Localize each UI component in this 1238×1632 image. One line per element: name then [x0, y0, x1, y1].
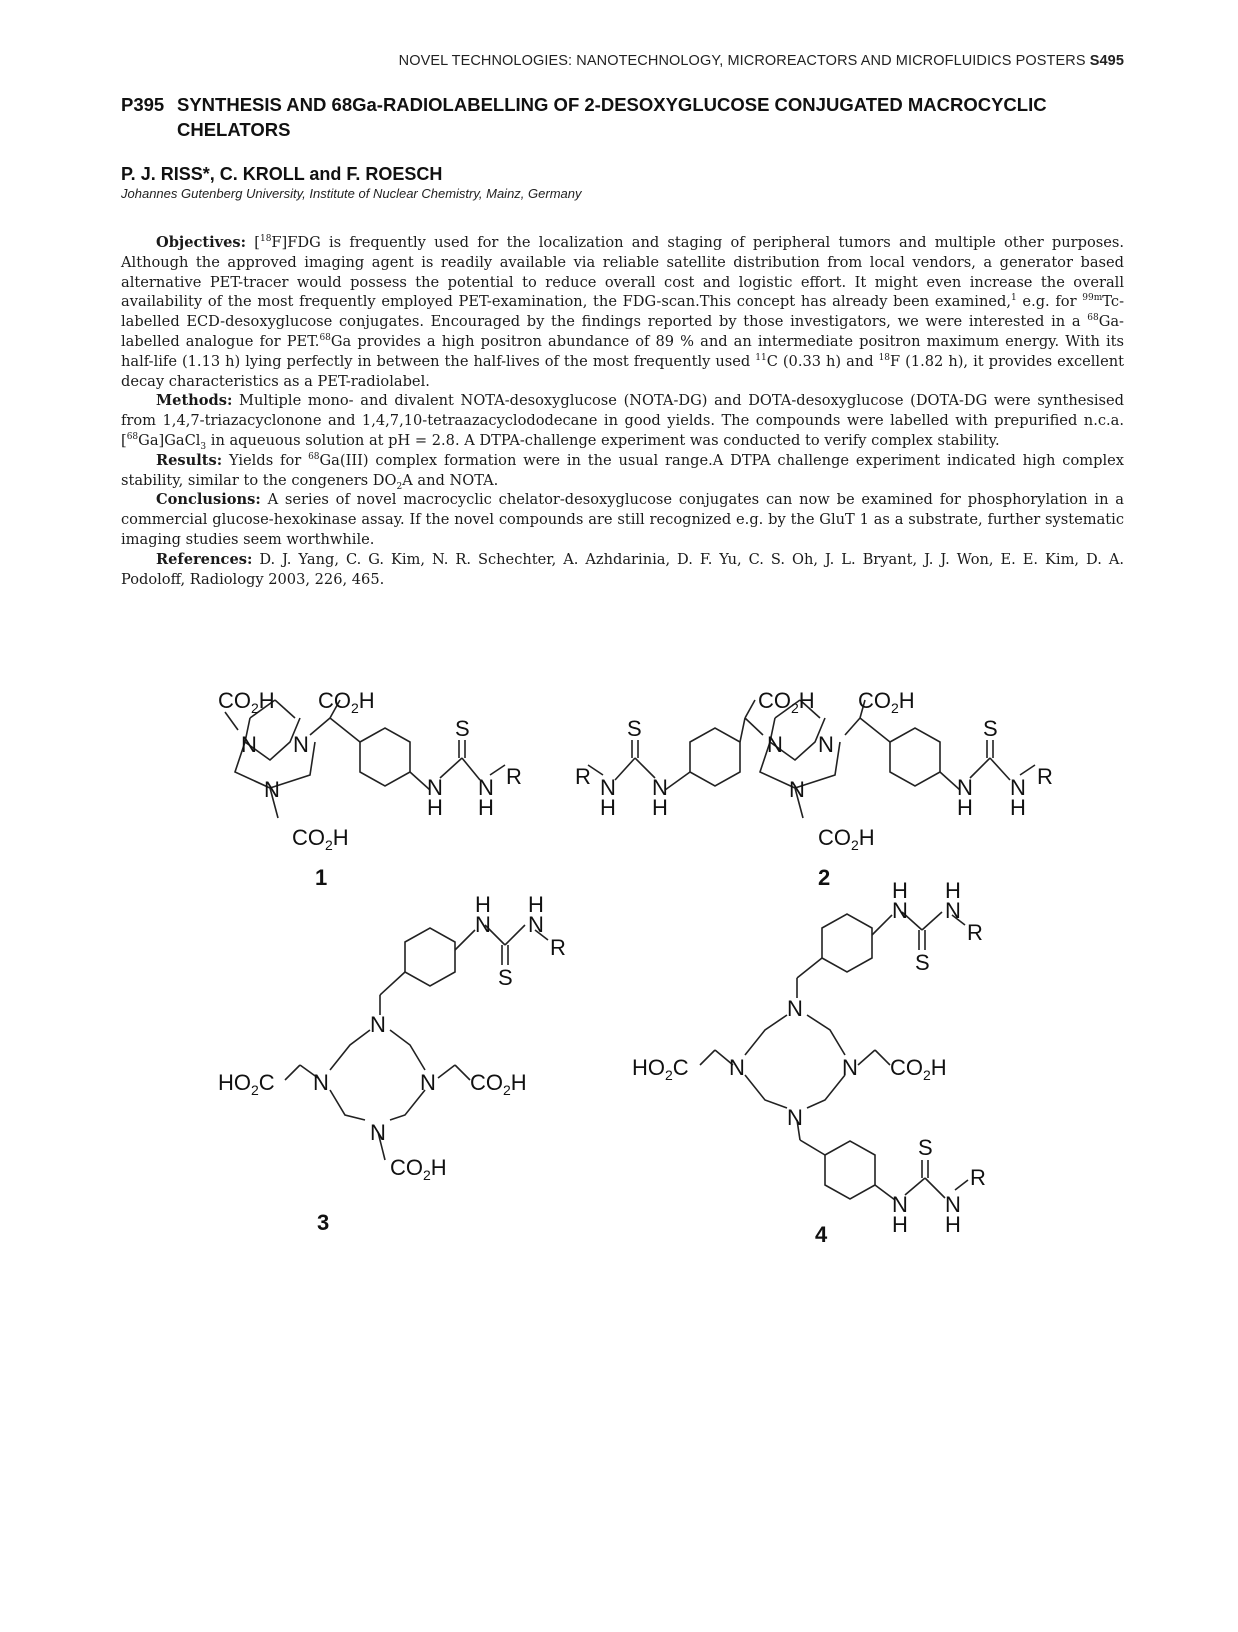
compound-1-n-label-b: N [293, 732, 309, 757]
methods-label: Methods: [156, 392, 233, 410]
compound-2-n-label-a: N [767, 732, 783, 757]
compound-4-n-label-a: N [787, 996, 803, 1021]
compound-3-structure [218, 892, 566, 1235]
compound-3-n-label-a: N [370, 1012, 386, 1037]
compound-3-n-label-b: N [313, 1070, 329, 1095]
compound-2-number: 2 [818, 865, 831, 890]
compound-4-h-label-d: H [945, 1212, 961, 1237]
compound-2-structure [575, 688, 1053, 890]
methods-text: Multiple mono- and divalent NOTA-desoxyglucose (NOTA-DG) and DOTA-desoxyglucose (DOTA-DG were synthesised from 1,4,7-triazacyclonone and 1,4,7,10-tetraazacyclododecane in good yields. The compounds were labelled with prepurified n.c.a. [$^{68}$Ga]GaCl$_3$ in aqueuous solution at pH = 2.8. A DTPA-challenge experiment was conducted to verify complex stability. [121, 392, 1124, 452]
objectives-text: [$^{18}$F]FDG is frequently used for the localization and staging of peripheral tumors and multiple other purposes. Although the approved imaging agent is readily available via reliable satellite distribution from local vendors, a generator based alternative PET-tracer would possess the potential to reduce overall cost and logistic effort. It might even increase the overall availability of the most frequently employed PET-examination, the FDG-scan.This concept has already been examined,$^1$ e.g. for $^{99m}$Tc-labelled ECD-desoxyglucose conjugates. Encouraged by the findings reported by those investigators, we were interested in a $^{68}$Ga-labelled analogue for PET.$^{68}$Ga provides a high positron abundance of 89 % and an intermediate positron maximum energy. With its half-life (1.13 h) lying perfectly in between the half-lives of the most frequently used $^{11}$C (0.33 h) and $^{18}$F (1.82 h), it provides excellent decay characteristics as a PET-radiolabel. [121, 234, 1125, 390]
compound-3-h-label-b: H [528, 892, 544, 917]
compound-2-h-label-c: H [957, 795, 973, 820]
compound-2-co2h-label-c: $CO_2H$ [818, 825, 875, 853]
compound-1-r-label: R [506, 764, 522, 789]
compound-4-n-label-d: N [787, 1105, 803, 1130]
compound-3-n-label-c: N [420, 1070, 436, 1095]
compound-4-h-label-c: H [892, 1212, 908, 1237]
compound-1-n-label-e: N [478, 775, 494, 800]
compound-2-n-label-c: N [789, 777, 805, 802]
compound-4-n-label-b: N [729, 1055, 745, 1080]
title-line-1: SYNTHESIS AND 68Ga-RADIOLABELLING OF 2-DESOXYGLUCOSE CONJUGATED MACROCYCLIC [177, 94, 1047, 115]
compound-1-h-label-a: H [427, 795, 443, 820]
compound-1-co2h-label-c: $CO_2H$ [292, 825, 349, 853]
conclusions-label: Conclusions: [156, 491, 261, 509]
conclusions-text: A series of novel macrocyclic chelator-desoxyglucose conjugates can now be examined for phosphorylation in a commercial glucose-hexokinase assay. If the novel compounds are still recognized e.g. by the GluT 1 as a substrate, further systematic imaging studies seem worthwhile. [121, 491, 1124, 548]
compound-4-structure [632, 878, 986, 1247]
compound-2-h-label-b: H [652, 795, 668, 820]
compound-2-n-label-e: N [652, 775, 668, 800]
compound-1-co2h-label-a: $CO_2H$ [218, 688, 275, 716]
title-line-2: CHELATORS [177, 119, 291, 140]
compound-2-co2h-label-a: $CO_2H$ [758, 688, 815, 716]
compound-4-n-label-h: N [945, 1192, 961, 1217]
references-text: D. J. Yang, C. G. Kim, N. R. Schechter, A. Azhdarinia, D. F. Yu, C. S. Oh, J. L. Bryant, J. J. Won, E. E. Kim, D. A. Podoloff, Radiology 2003, 226, 465. [121, 550, 1124, 588]
compound-2-n-label-d: N [600, 775, 616, 800]
compound-4-s-label-b: S [918, 1135, 933, 1160]
compound-4-r-label-b: R [970, 1165, 986, 1190]
compound-4-n-label-f: N [945, 898, 961, 923]
compound-2-r-label-a: R [575, 764, 591, 789]
results-text: Yields for $^{68}$Ga(III) complex formation were in the usual range.A DTPA challenge experiment indicated high complex stability, similar to the congeners $DO_2A$ and NOTA. [121, 451, 1124, 492]
compound-3-n-label-f: N [528, 912, 544, 937]
compound-2-s-label-a: S [627, 716, 642, 741]
page-number: S495 [1089, 53, 1124, 69]
compound-2-n-label-g: N [1010, 775, 1026, 800]
compound-3-s-label: S [498, 965, 513, 990]
compound-1-n-label-d: N [427, 775, 443, 800]
compound-4-s-label-a: S [915, 950, 930, 975]
compound-2-n-label-f: N [957, 775, 973, 800]
compound-3-co2h-label-a: $CO_2H$ [470, 1070, 527, 1098]
compound-2-h-label-d: H [1010, 795, 1026, 820]
compound-2-r-label-b: R [1037, 764, 1053, 789]
compound-1-s-label: S [455, 716, 470, 741]
compound-3-h-label-a: H [475, 892, 491, 917]
compound-4-h-label-b: H [945, 878, 961, 903]
compound-1-co2h-label-b: $CO_2H$ [318, 688, 375, 716]
compound-4-r-label-a: R [967, 920, 983, 945]
compound-3-ho2c-label: $HO_2C$ [218, 1070, 275, 1098]
compound-4-n-label-c: N [842, 1055, 858, 1080]
compound-1-h-label-b: H [478, 795, 494, 820]
running-title: NOVEL TECHNOLOGIES: NANOTECHNOLOGY, MICROREACTORS AND MICROFLUIDICS POSTERS [398, 53, 1086, 69]
compound-4-co2h-label: $CO_2H$ [890, 1055, 947, 1083]
compound-3-n-label-e: N [475, 912, 491, 937]
results-label: Results: [156, 451, 223, 469]
compound-1-n-label-c: N [264, 777, 280, 802]
compound-3-n-label-d: N [370, 1120, 386, 1145]
compound-2-co2h-label-b: $CO_2H$ [858, 688, 915, 716]
compound-1-n-label-a: N [241, 732, 257, 757]
compound-3-co2h-label-b: $CO_2H$ [390, 1155, 447, 1183]
compound-4-ho2c-label: $HO_2C$ [632, 1055, 689, 1083]
compound-2-s-label-b: S [983, 716, 998, 741]
affiliation: Johannes Gutenberg University, Institute of Nuclear Chemistry, Mainz, Germany [121, 186, 582, 201]
authors: P. J. RISS*, C. KROLL and F. ROESCH [121, 164, 443, 184]
compound-4-n-label-g: N [892, 1192, 908, 1217]
abstract-number: P395 [121, 94, 165, 115]
references-label: References: [156, 550, 253, 568]
compound-4-number: 4 [815, 1222, 828, 1247]
compound-3-number: 3 [317, 1210, 330, 1235]
objectives-label: Objectives: [156, 234, 247, 251]
compound-3-r-label: R [550, 935, 566, 960]
compound-4-n-label-e: N [892, 898, 908, 923]
compound-1-structure [218, 688, 522, 890]
compound-1-number: 1 [315, 865, 328, 890]
compound-2-h-label-a: H [600, 795, 616, 820]
compound-2-n-label-b: N [818, 732, 834, 757]
compound-4-h-label-a: H [892, 878, 908, 903]
